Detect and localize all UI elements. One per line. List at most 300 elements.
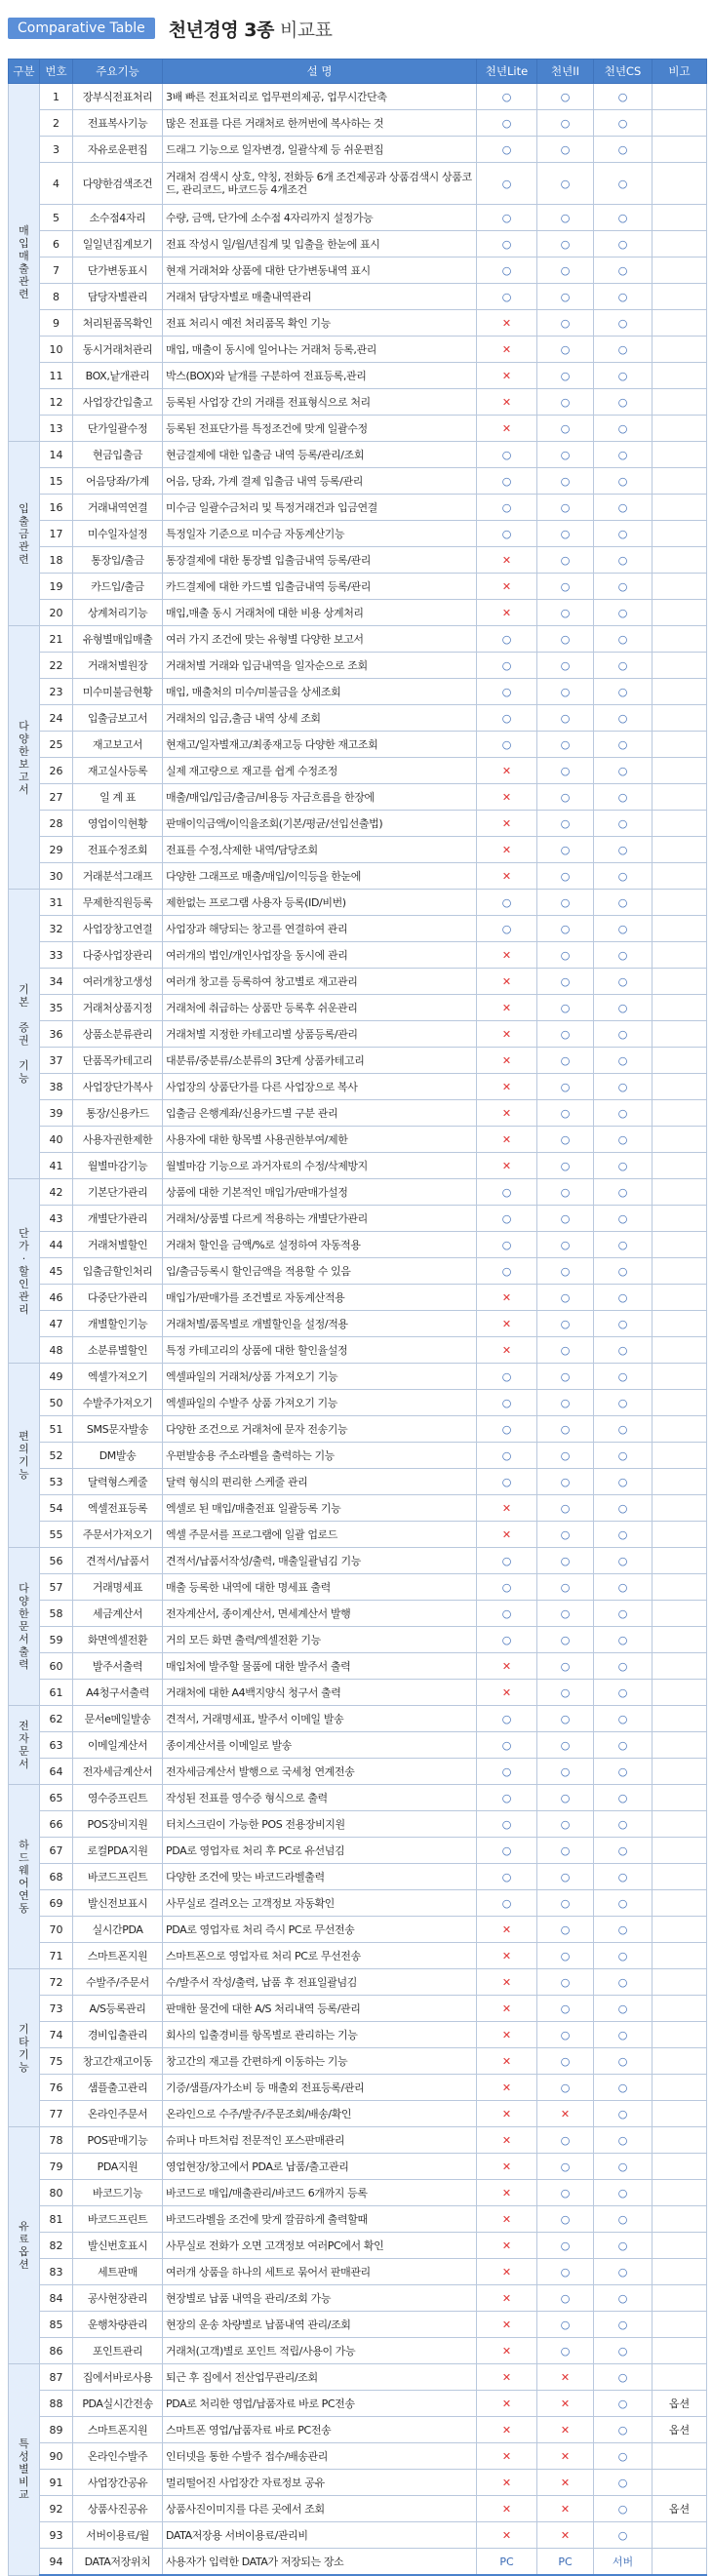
- circle-mark-icon: ○: [617, 1527, 628, 1541]
- circle-mark-icon: ○: [617, 711, 628, 725]
- note-cell: [653, 1048, 707, 1074]
- circle-mark-icon: ○: [617, 606, 628, 619]
- note-cell: [653, 705, 707, 732]
- page-title: [169, 16, 333, 42]
- circle-mark-icon: ○: [617, 1738, 628, 1752]
- table-row: [9, 1469, 707, 1495]
- note-cell: [653, 2101, 707, 2127]
- table-row: [9, 1311, 707, 1337]
- mark-ii: [537, 705, 594, 732]
- table-row: [9, 1811, 707, 1838]
- circle-mark-icon: ○: [501, 263, 512, 277]
- mark-cs: [594, 2154, 653, 2180]
- mark-ii: [537, 363, 594, 389]
- row-number: 25: [40, 732, 73, 758]
- circle-mark-icon: ○: [560, 1211, 571, 1225]
- mark-cs: [594, 890, 653, 916]
- note-cell: [653, 163, 707, 205]
- cross-mark-icon: ✕: [501, 1106, 512, 1120]
- mark-lite: [477, 2549, 537, 2576]
- circle-mark-icon: ○: [560, 843, 571, 856]
- mark-cs: [594, 1653, 653, 1680]
- feature-name: 통장/신용카드: [73, 1100, 163, 1127]
- row-number: 49: [40, 1364, 73, 1390]
- feature-description: 영업현장/창고에서 PDA로 납품/출고관리: [163, 2154, 477, 2180]
- cross-mark-icon: ✕: [501, 1290, 512, 1304]
- row-number: 43: [40, 1206, 73, 1232]
- table-row: [9, 574, 707, 600]
- mark-cs: [594, 1811, 653, 1838]
- row-number: 83: [40, 2259, 73, 2285]
- feature-description: 현금결제에 대한 입출금 내역 등록/관리/조회: [163, 442, 477, 468]
- table-row: [9, 337, 707, 363]
- feature-description: 견적서, 거래명세표, 발주서 이메일 발송: [163, 1706, 477, 1732]
- mark-cs: [594, 1206, 653, 1232]
- row-number: 48: [40, 1337, 73, 1364]
- row-number: 41: [40, 1153, 73, 1179]
- table-row: [9, 1838, 707, 1864]
- circle-mark-icon: ○: [560, 1264, 571, 1278]
- circle-mark-icon: ○: [560, 1712, 571, 1725]
- feature-name: 기본단가관리: [73, 1179, 163, 1206]
- circle-mark-icon: ○: [560, 1159, 571, 1172]
- circle-mark-icon: ○: [560, 1106, 571, 1120]
- col-cs-header: 천년CS: [594, 59, 653, 84]
- mark-cs: [594, 547, 653, 574]
- circle-mark-icon: ○: [501, 1843, 512, 1857]
- note-cell: [653, 1627, 707, 1653]
- cross-mark-icon: ✕: [501, 553, 512, 567]
- circle-mark-icon: ○: [617, 2476, 628, 2489]
- cross-mark-icon: ✕: [501, 606, 512, 619]
- feature-description: 거래처 검색시 상호, 약칭, 전화등 6개 조건제공과 상품검색시 상품코드, 관리코드, 바코드등 4개조건: [163, 163, 477, 205]
- mark-ii: [537, 653, 594, 679]
- circle-mark-icon: ○: [560, 658, 571, 672]
- table-row: [9, 758, 707, 784]
- row-number: 80: [40, 2180, 73, 2206]
- feature-name: 전표수정조회: [73, 837, 163, 863]
- note-cell: [653, 442, 707, 468]
- feature-description: 다양한 그래프로 매출/매입/이익등을 한눈에: [163, 863, 477, 890]
- cross-mark-icon: ✕: [560, 2397, 571, 2410]
- group-label: 특 성 별 비 교: [9, 2364, 40, 2576]
- feature-description: 등록된 전표단가를 특정조건에 맞게 일괄수정: [163, 416, 477, 442]
- mark-cs: [594, 626, 653, 653]
- circle-mark-icon: ○: [617, 1264, 628, 1278]
- mark-cs: [594, 2391, 653, 2417]
- circle-mark-icon: ○: [560, 2160, 571, 2173]
- feature-description: 엑셀파일의 거래처/상품 가져오기 기능: [163, 1364, 477, 1390]
- circle-mark-icon: ○: [560, 1922, 571, 1936]
- mark-lite: [477, 1943, 537, 1969]
- note-cell: [653, 1732, 707, 1759]
- feature-description: 슈퍼나 마트처럼 전문적인 포스판매관리: [163, 2127, 477, 2154]
- feature-description: 수량, 금액, 단가에 소수점 4자리까지 설정가능: [163, 205, 477, 231]
- comparative-table-badge: Comparative Table: [8, 18, 155, 39]
- circle-mark-icon: ○: [560, 711, 571, 725]
- circle-mark-icon: ○: [617, 1080, 628, 1093]
- feature-name: 일 계 표: [73, 784, 163, 811]
- feature-name: 포인트관리: [73, 2338, 163, 2364]
- mark-lite: [477, 468, 537, 495]
- circle-mark-icon: ○: [560, 895, 571, 909]
- table-row: [9, 1206, 707, 1232]
- feature-name: DATA저장위치: [73, 2549, 163, 2576]
- circle-mark-icon: ○: [501, 1764, 512, 1778]
- note-cell: [653, 284, 707, 310]
- mark-lite: [477, 2022, 537, 2048]
- feature-name: POS판매기능: [73, 2127, 163, 2154]
- circle-mark-icon: ○: [560, 177, 571, 190]
- cross-mark-icon: ✕: [560, 2107, 571, 2120]
- feature-name: 일일년집계보기: [73, 231, 163, 258]
- mark-cs: [594, 2364, 653, 2391]
- note-cell: [653, 1574, 707, 1601]
- table-row: [9, 1574, 707, 1601]
- feature-name: 창고간재고이동: [73, 2048, 163, 2075]
- mark-ii: [537, 389, 594, 416]
- feature-description: 거래처별 거래와 입금내역을 일자순으로 조회: [163, 653, 477, 679]
- mark-lite: [477, 1759, 537, 1785]
- mark-cs: [594, 705, 653, 732]
- table-row: [9, 284, 707, 310]
- table-row: [9, 705, 707, 732]
- row-number: 64: [40, 1759, 73, 1785]
- mark-cs: [594, 363, 653, 389]
- mark-ii: [537, 2443, 594, 2470]
- group-label: 입 출 금 관 련: [9, 442, 40, 626]
- circle-mark-icon: ○: [501, 1475, 512, 1488]
- circle-mark-icon: ○: [617, 1554, 628, 1567]
- mark-lite: [477, 1311, 537, 1337]
- circle-mark-icon: ○: [617, 448, 628, 461]
- row-number: 15: [40, 468, 73, 495]
- mark-lite: [477, 1285, 537, 1311]
- mark-lite: [477, 84, 537, 110]
- mark-ii: [537, 2338, 594, 2364]
- mark-ii: [537, 1416, 594, 1443]
- note-cell: [653, 1285, 707, 1311]
- circle-mark-icon: ○: [560, 2081, 571, 2094]
- mark-cs: [594, 574, 653, 600]
- cross-mark-icon: ✕: [501, 2001, 512, 2015]
- mark-lite: [477, 1364, 537, 1390]
- mark-cs: [594, 1495, 653, 1522]
- group-label: 단 가 · 할 인 관 리: [9, 1179, 40, 1364]
- row-number: 1: [40, 84, 73, 110]
- row-number: 75: [40, 2048, 73, 2075]
- row-number: 47: [40, 1311, 73, 1337]
- row-number: 32: [40, 916, 73, 942]
- row-number: 67: [40, 1838, 73, 1864]
- cross-mark-icon: ✕: [501, 2449, 512, 2463]
- circle-mark-icon: ○: [560, 237, 571, 251]
- cross-mark-icon: ✕: [501, 2054, 512, 2068]
- note-cell: [653, 1864, 707, 1890]
- feature-description: 사무실로 걸려오는 고객정보 자동확인: [163, 1890, 477, 1917]
- circle-mark-icon: ○: [617, 316, 628, 330]
- note-cell: [653, 1969, 707, 1996]
- table-row: [9, 468, 707, 495]
- mark-ii: [537, 1074, 594, 1100]
- feature-description: 온라인으로 수주/발주/주문조회/배송/확인: [163, 2101, 477, 2127]
- circle-mark-icon: ○: [501, 1712, 512, 1725]
- table-row: [9, 1179, 707, 1206]
- mark-ii: [537, 1732, 594, 1759]
- feature-name: 경비입출관리: [73, 2022, 163, 2048]
- table-row: [9, 1864, 707, 1890]
- circle-mark-icon: ○: [560, 1870, 571, 1883]
- mark-cs: [594, 1838, 653, 1864]
- mark-lite: [477, 600, 537, 626]
- table-row: [9, 1074, 707, 1100]
- circle-mark-icon: ○: [617, 290, 628, 303]
- circle-mark-icon: ○: [560, 2028, 571, 2041]
- feature-description: 전표를 수정,삭제한 내역/담당조회: [163, 837, 477, 863]
- row-number: 14: [40, 442, 73, 468]
- row-number: 59: [40, 1627, 73, 1653]
- table-row: [9, 1759, 707, 1785]
- mark-lite: [477, 784, 537, 811]
- circle-mark-icon: ○: [560, 1606, 571, 1620]
- note-cell: [653, 2338, 707, 2364]
- mark-lite: [477, 163, 537, 205]
- mark-ii: [537, 110, 594, 137]
- note-cell: [653, 363, 707, 389]
- feature-description: 실제 재고량으로 재고를 쉽게 수정조정: [163, 758, 477, 784]
- circle-mark-icon: ○: [560, 2133, 571, 2147]
- circle-mark-icon: ○: [560, 1659, 571, 1673]
- mark-cs: [594, 1390, 653, 1416]
- feature-name: 유형별매입매출: [73, 626, 163, 653]
- mark-ii: [537, 258, 594, 284]
- circle-mark-icon: ○: [560, 1764, 571, 1778]
- mark-cs: [594, 231, 653, 258]
- mark-ii: [537, 679, 594, 705]
- mark-lite: [477, 2496, 537, 2522]
- circle-mark-icon: ○: [560, 2239, 571, 2252]
- table-row: [9, 1416, 707, 1443]
- mark-lite: [477, 1732, 537, 1759]
- row-number: 63: [40, 1732, 73, 1759]
- mark-cs: [594, 1364, 653, 1390]
- feature-name: 통장입/출금: [73, 547, 163, 574]
- note-cell: [653, 2285, 707, 2312]
- feature-name: 집에서바로사용: [73, 2364, 163, 2391]
- feature-description: 드래그 기능으로 일자변경, 일괄삭제 등 쉬운편집: [163, 137, 477, 163]
- feature-description: 미수금 일괄수금처리 및 특정거래건과 입금연결: [163, 495, 477, 521]
- mark-cs: [594, 1048, 653, 1074]
- circle-mark-icon: ○: [617, 843, 628, 856]
- circle-mark-icon: ○: [560, 1791, 571, 1804]
- mark-ii: [537, 1021, 594, 1048]
- circle-mark-icon: ○: [560, 606, 571, 619]
- circle-mark-icon: ○: [617, 1159, 628, 1172]
- mark-lite: [477, 2470, 537, 2496]
- mark-cs: [594, 389, 653, 416]
- circle-mark-icon: ○: [617, 2212, 628, 2226]
- note-cell: [653, 137, 707, 163]
- mark-cs: [594, 521, 653, 547]
- feature-description: 거래처의 입금,출금 내역 상세 조회: [163, 705, 477, 732]
- feature-description: 어음, 당좌, 가계 결제 입출금 내역 등록/관리: [163, 468, 477, 495]
- note-cell: [653, 1021, 707, 1048]
- note-cell: [653, 1838, 707, 1864]
- feature-description: 3배 빠른 전표처리로 업무편의제공, 업무시간단축: [163, 84, 477, 110]
- storage-location-text: PC: [499, 2555, 514, 2568]
- note-cell: [653, 521, 707, 547]
- col-desc-header: 설 명: [163, 59, 477, 84]
- note-cell: [653, 468, 707, 495]
- row-number: 34: [40, 969, 73, 995]
- table-row: [9, 2022, 707, 2048]
- cross-mark-icon: ✕: [560, 2476, 571, 2489]
- mark-cs: [594, 258, 653, 284]
- mark-cs: [594, 442, 653, 468]
- mark-cs: [594, 2285, 653, 2312]
- mark-lite: [477, 110, 537, 137]
- feature-description: 견적서/납품서작성/출력, 매출일괄넘김 기능: [163, 1548, 477, 1574]
- mark-lite: [477, 574, 537, 600]
- cross-mark-icon: ✕: [501, 2265, 512, 2279]
- mark-lite: [477, 137, 537, 163]
- circle-mark-icon: ○: [617, 2133, 628, 2147]
- note-cell: [653, 2180, 707, 2206]
- mark-cs: [594, 1021, 653, 1048]
- mark-lite: [477, 310, 537, 337]
- note-cell: [653, 1759, 707, 1785]
- feature-description: 월별마감 기능으로 과거자료의 수정/삭제방지: [163, 1153, 477, 1179]
- note-cell: [653, 1522, 707, 1548]
- title-sub: 비교표: [279, 19, 333, 41]
- note-cell: [653, 416, 707, 442]
- mark-lite: [477, 1206, 537, 1232]
- table-row: [9, 626, 707, 653]
- table-row: [9, 1627, 707, 1653]
- mark-lite: [477, 1601, 537, 1627]
- circle-mark-icon: ○: [560, 421, 571, 435]
- mark-lite: [477, 2127, 537, 2154]
- table-row: [9, 389, 707, 416]
- mark-lite: [477, 2338, 537, 2364]
- mark-ii: [537, 995, 594, 1021]
- circle-mark-icon: ○: [617, 1027, 628, 1041]
- circle-mark-icon: ○: [617, 685, 628, 698]
- cross-mark-icon: ✕: [560, 2370, 571, 2384]
- feature-name: 온라인수발주: [73, 2443, 163, 2470]
- row-number: 39: [40, 1100, 73, 1127]
- table-row: [9, 163, 707, 205]
- mark-cs: [594, 1258, 653, 1285]
- feature-description: 엑셀 주문서를 프로그램에 일괄 업로드: [163, 1522, 477, 1548]
- mark-ii: [537, 784, 594, 811]
- mark-ii: [537, 1653, 594, 1680]
- row-number: 11: [40, 363, 73, 389]
- feature-name: 실시간PDA: [73, 1917, 163, 1943]
- col-ii-header: 천년II: [537, 59, 594, 84]
- circle-mark-icon: ○: [617, 1896, 628, 1910]
- circle-mark-icon: ○: [617, 1238, 628, 1251]
- mark-lite: [477, 495, 537, 521]
- circle-mark-icon: ○: [617, 2344, 628, 2358]
- mark-cs: [594, 1732, 653, 1759]
- feature-name: 거래명세표: [73, 1574, 163, 1601]
- mark-ii: [537, 2496, 594, 2522]
- feature-name: 거래처별할인: [73, 1232, 163, 1258]
- cross-mark-icon: ✕: [501, 1132, 512, 1146]
- note-cell: [653, 811, 707, 837]
- note-cell: [653, 1943, 707, 1969]
- cross-mark-icon: ✕: [501, 2318, 512, 2331]
- table-row: [9, 863, 707, 890]
- table-row: [9, 2338, 707, 2364]
- mark-ii: [537, 1390, 594, 1416]
- col-feature-header: 주요기능: [73, 59, 163, 84]
- mark-cs: [594, 1917, 653, 1943]
- cross-mark-icon: ✕: [501, 342, 512, 356]
- feature-name: 바코드프린트: [73, 2206, 163, 2233]
- row-number: 37: [40, 1048, 73, 1074]
- circle-mark-icon: ○: [617, 1606, 628, 1620]
- row-number: 28: [40, 811, 73, 837]
- circle-mark-icon: ○: [560, 211, 571, 224]
- circle-mark-icon: ○: [501, 90, 512, 103]
- note-cell: [653, 2259, 707, 2285]
- circle-mark-icon: ○: [560, 1738, 571, 1752]
- feature-name: 소수점4자리: [73, 205, 163, 231]
- feature-name: 상품소분류관리: [73, 1021, 163, 1048]
- feature-description: 우편발송용 주소라벨을 출력하는 기능: [163, 1443, 477, 1469]
- mark-ii: [537, 2048, 594, 2075]
- feature-description: 거래처에 취급하는 상품만 등록후 쉬운관리: [163, 995, 477, 1021]
- circle-mark-icon: ○: [617, 395, 628, 409]
- circle-mark-icon: ○: [560, 632, 571, 646]
- circle-mark-icon: ○: [560, 816, 571, 830]
- cross-mark-icon: ✕: [501, 1317, 512, 1330]
- row-number: 92: [40, 2496, 73, 2522]
- table-row: [9, 1548, 707, 1574]
- mark-lite: [477, 890, 537, 916]
- cross-mark-icon: ✕: [501, 421, 512, 435]
- note-cell: [653, 2022, 707, 2048]
- row-number: 78: [40, 2127, 73, 2154]
- mark-lite: [477, 231, 537, 258]
- mark-lite: [477, 2259, 537, 2285]
- table-row: [9, 1048, 707, 1074]
- table-row: [9, 1337, 707, 1364]
- row-number: 72: [40, 1969, 73, 1996]
- circle-mark-icon: ○: [501, 1185, 512, 1199]
- mark-ii: [537, 600, 594, 626]
- feature-name: 사업장창고연결: [73, 916, 163, 942]
- table-row: [9, 110, 707, 137]
- group-label: 기 본 증 권 기 능: [9, 890, 40, 1179]
- table-row: [9, 942, 707, 969]
- note-cell: [653, 2127, 707, 2154]
- circle-mark-icon: ○: [617, 816, 628, 830]
- mark-ii: [537, 969, 594, 995]
- feature-description: 매입,매출 동시 거래처에 대한 비용 상계처리: [163, 600, 477, 626]
- mark-ii: [537, 284, 594, 310]
- circle-mark-icon: ○: [560, 448, 571, 461]
- mark-lite: [477, 863, 537, 890]
- circle-mark-icon: ○: [617, 1369, 628, 1383]
- mark-lite: [477, 2364, 537, 2391]
- cross-mark-icon: ✕: [501, 1027, 512, 1041]
- cross-mark-icon: ✕: [501, 2186, 512, 2200]
- circle-mark-icon: ○: [617, 1949, 628, 1962]
- row-number: 19: [40, 574, 73, 600]
